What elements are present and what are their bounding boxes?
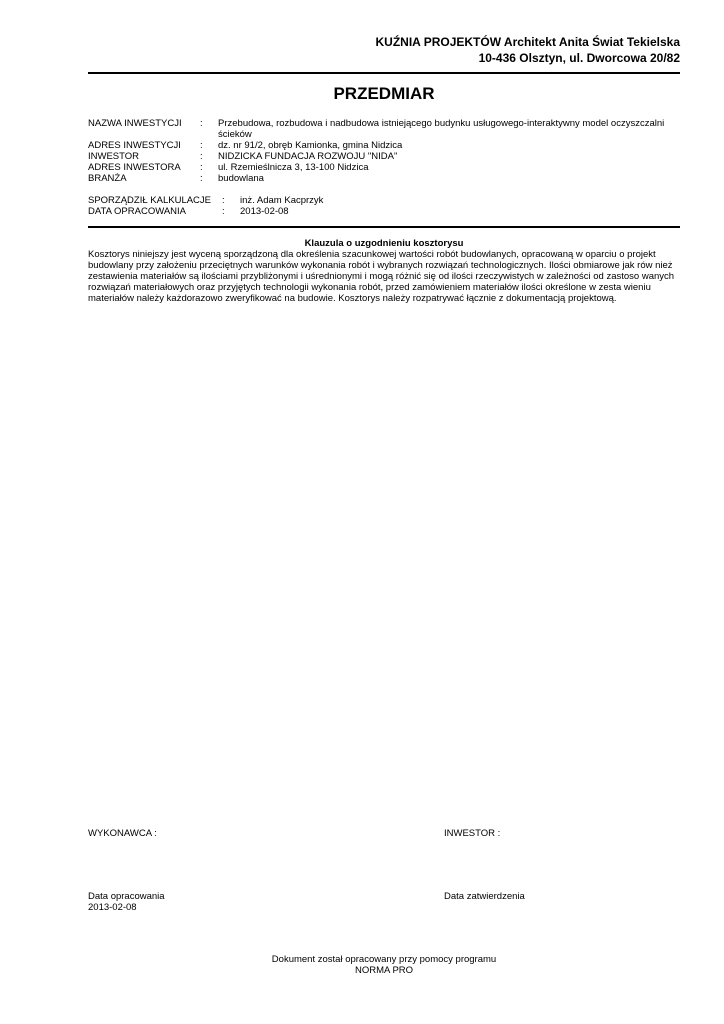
prepared-date-label: Data opracowania [88, 891, 165, 902]
info-label: ADRES INWESTYCJI [88, 140, 181, 151]
approval-date-label: Data zatwierdzenia [444, 891, 525, 902]
info-value: inż. Adam Kacprzyk [240, 195, 324, 206]
investor-label: INWESTOR : [444, 828, 501, 839]
footer-program-name: NORMA PRO [354, 965, 414, 976]
info-row-investment-name [88, 118, 680, 140]
company-header [375, 34, 680, 66]
header-rule [88, 72, 680, 74]
info-label: NAZWA INWESTYCJI [88, 118, 182, 129]
info-row-prepared-by [88, 195, 702, 206]
prepared-date-value: 2013-02-08 [88, 902, 137, 913]
info-colon: : [200, 162, 203, 173]
info-colon: : [200, 173, 203, 184]
info-label: SPORZĄDZIŁ KALKULACJE [88, 195, 212, 206]
footer-line1: Dokument został opracowany przy pomocy programu [271, 954, 497, 965]
document-title: PRZEDMIAR [333, 84, 435, 103]
preparation-info [88, 195, 702, 217]
investment-info [88, 118, 680, 184]
info-colon: : [200, 140, 203, 151]
info-label: ADRES INWESTORA [88, 162, 181, 173]
info-row-investor [88, 151, 680, 162]
info-value: budowlana [218, 173, 264, 184]
info-value: dz. nr 91/2, obręb Kamionka, gmina Nidzica [218, 140, 403, 151]
info-rule [88, 226, 680, 228]
company-name: KUŹNIA PROJEKTÓW Architekt Anita Świat Tekielska [375, 35, 680, 49]
clause-text: Kosztorys niniejszy jest wyceną sporządzoną dla określenia szacunkowej wartości robót budowlanych, opracowaną w oparciu o projekt budowlany przy założeniu przeciętnych warunków wykonania robót i wybranych rozwiązań technologicznych. Ilości obmiarowe jak rów nież zestawienia materiałów są ilościami przybliżonymi i uśrednionymi i mogą różnić się od ilości rzeczywistych w zależności od zastoso wanych rozwiązań materiałowych oraz przyjętych technologii wykonania robót, przed zamówieniem materiałów ilości określone w zesta wieniu materiałów należy każdorazowo zweryfikować na budowie. Kosztorys należy rozpatrywać łącznie z dokumentacją projektową. [88, 249, 675, 304]
info-label: BRANŻA [88, 173, 127, 184]
info-label: INWESTOR [88, 151, 140, 162]
footer [88, 954, 680, 976]
info-row-investor-address [88, 162, 680, 173]
info-row-investment-address [88, 140, 680, 151]
info-colon: : [200, 151, 203, 162]
company-address: 10-436 Olsztyn, ul. Dworcowa 20/82 [478, 51, 680, 65]
info-row-branch [88, 173, 680, 184]
info-colon: : [222, 195, 225, 206]
info-row-preparation-date [88, 206, 702, 217]
clause-title: Klauzula o uzgodnieniu kosztorysu [304, 238, 464, 249]
info-value: 2013-02-08 [240, 206, 289, 217]
info-colon: : [200, 118, 203, 129]
info-label: DATA OPRACOWANIA [88, 206, 187, 217]
contractor-label: WYKONAWCA : [88, 828, 157, 839]
info-value: NIDZICKA FUNDACJA ROZWOJU "NIDA" [218, 151, 398, 162]
info-colon: : [222, 206, 225, 217]
info-value: ul. Rzemieślnicza 3, 13-100 Nidzica [218, 162, 369, 173]
info-value: Przebudowa, rozbudowa i nadbudowa istniejącego budynku usługowego-interaktywny model oczyszczalni ścieków [218, 118, 665, 140]
prepared-date-block [88, 891, 165, 913]
